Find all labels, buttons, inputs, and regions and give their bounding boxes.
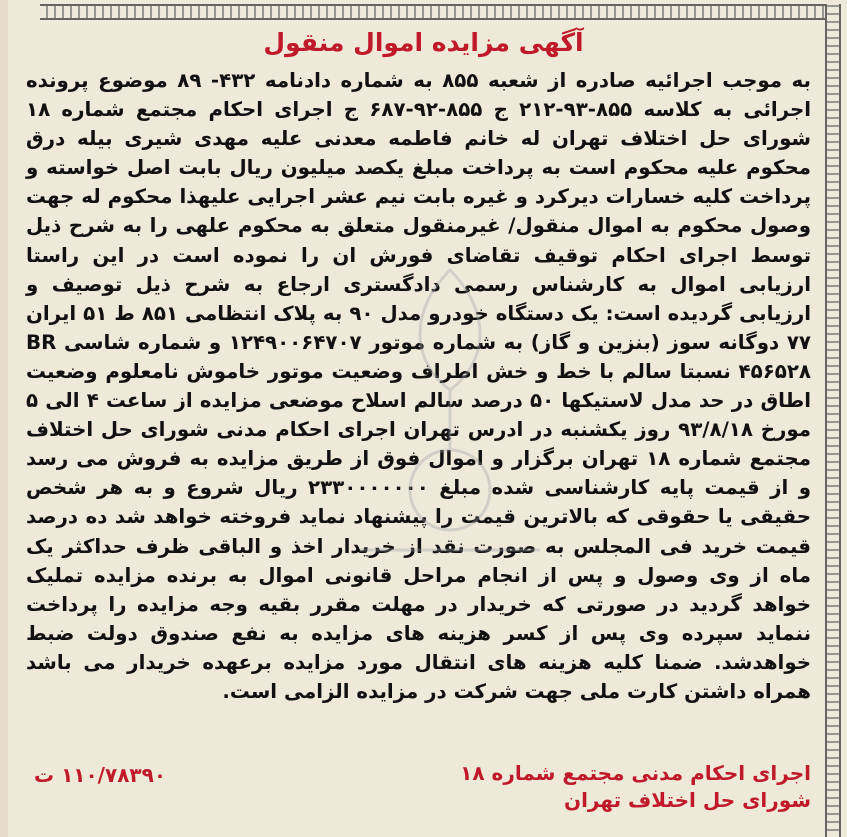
notice-body	[26, 66, 811, 706]
clipping-edge	[0, 0, 8, 837]
issuer-line-1: اجرای احکام مدنی مجتمع شماره ۱۸	[460, 761, 811, 785]
notice-body-text: به موجب اجرائیه صادره از شعبه ۸۵۵ به شماره دادنامه ۴۳۲- ۸۹ موضوع پرونده اجرائی به کلاسه ۸۵۵-۹۳-۲۱۲ ج ۸۵۵-۹۲-۶۸۷ ج اجرای احکام مجتمع شماره ۱۸ شورای حل اختلاف تهران له خانم فاطمه معدنی علیه مهدی شیری بیله درق محکوم علیه محکوم است به پرداخت مبلغ یکصد میلیون ریال بابت اصل خواسته و پرداخت کلیه خسارات دیرکرد و غیره بابت نیم عشر اجرایی علیهذا محکوم له جهت وصول محکوم به اموال منقول/ غیرمنقول متعلق به محکوم علهی را به شرح ذیل توسط اجرای احکام توقیف تقاضای فورش ان را نموده است در این راستا ارزیابی اموال به کارشناس رسمی دادگستری ارجاع به شرح ذیل توصیف و ارزیابی گردیده است: یک دستگاه خودرو مدل ۹۰ به پلاک انتظامی ۸۵۱ ط ۵۱ ایران ۷۷ دوگانه سوز (بنزین و گاز) به شماره موتور ۱۲۴۹۰۰۶۴۷۰۷ و شماره شاسی BR ۴۵۶۵۲۸ نسبتا سالم با خط و خش اطراف وضعیت موتور خاموش نامعلوم وضعیت اطاق در حد مدل لاستیکها ۵۰ درصد سالم اسلاح موضعی مزایده از ساعت ۴ الی ۵ مورخ ۹۳/۸/۱۸ روز یکشنبه در ادرس تهران اجرای احکام مدنی شورای حل اختلاف مجتمع شماره ۱۸ تهران برگزار و اموال فوق از طریق مزایده به فروش می رسد و از قیمت پایه کارشناسی شده مبلغ ۲۳۳۰۰۰۰۰۰۰ ریال شروع و به هر شخص حقیقی یا حقوقی که بالاترین قیمت را پیشنهاد نماید فروخته خواهد شد ده درصد قیمت خرید فی المجلس به صورت نقد از خریدار اخذ و الباقی ظرف حداکثر یک ماه از وی وصول و پس از انجام مراحل قانونی اموال به برنده مزایده تملیک خواهد گردید در صورتی که خریدار در مهلت مقرر بقیه وجه مزایده را پرداخت ننماید سپرده وی پس از کسر هزینه های مزایده به نفع صندوق دولت ضبط خواهدشد. ضمنا کلیه هزینه های انتقال مورد مزایده برعهده خریدار می باشد همراه داشتن کارت ملی جهت شرکت در مزایده الزامی است.	[26, 69, 812, 703]
decorative-border-top	[40, 4, 825, 20]
decorative-border-right	[825, 4, 841, 837]
notice-title: آگهی مزایده اموال منقول	[263, 28, 584, 57]
notice-footer	[34, 760, 811, 820]
notice-code: ۱۱۰/۷۸۳۹۰ ت	[34, 763, 167, 787]
issuer-line-2: شورای حل اختلاف تهران	[564, 788, 811, 812]
issuer-block	[460, 760, 811, 814]
